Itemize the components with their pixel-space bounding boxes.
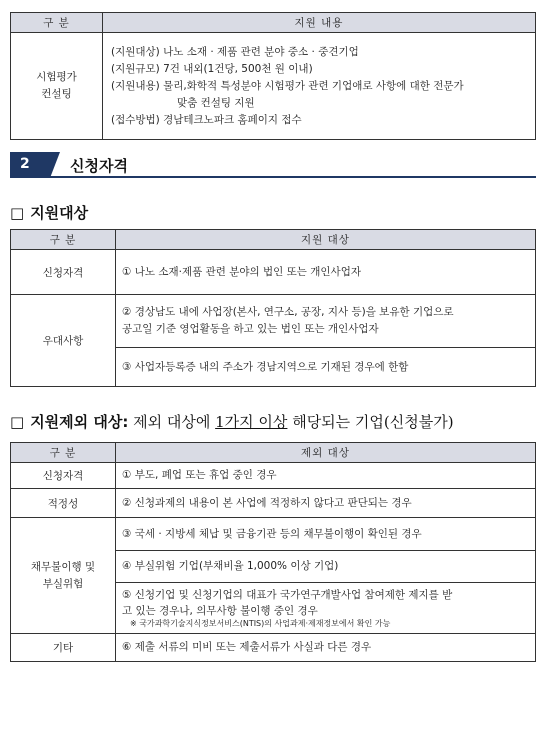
row-item: ⑤ 신청기업 및 신청기업의 대표가 국가연구개발사업 참여제한 제지를 받 고 있는 경우나, 의무사항 불이행 중인 경우 [122, 589, 453, 617]
support-content-table [10, 12, 536, 140]
table-row [11, 489, 536, 518]
table-header-row [11, 443, 536, 463]
section-number-badge [10, 152, 60, 178]
table-row [11, 463, 536, 489]
row-item: ⑥ 제출 서류의 미비 또는 제출서류가 사실과 다른 경우 [116, 634, 536, 662]
header-content: 지원 내용 [103, 13, 536, 33]
row-item-with-note [116, 583, 536, 634]
heading-underlined-text: 1가지 이상 [215, 413, 288, 431]
table-row [11, 295, 536, 348]
content-line: (접수방법) 경남테크노파크 홈페이지 접수 [111, 113, 302, 126]
content-line: (지원대상) 나노 소재 · 제품 관련 분야 중소 · 중견기업 [111, 45, 359, 58]
exclusion-heading [10, 411, 454, 432]
row-item: ① 부도, 폐업 또는 휴업 중인 경우 [116, 463, 536, 489]
header-category: 구 분 [11, 13, 103, 33]
section-divider [10, 176, 536, 178]
table-row [11, 518, 536, 551]
heading-text: 지원대상 [30, 204, 89, 222]
content-line: (지원내용) 물리,화학적 특성분야 시험평가 관련 기업애로 사항에 대한 전문가 [111, 79, 464, 92]
exclusion-table [10, 442, 536, 662]
row-label: 채무불이행 및 부실위험 [11, 518, 116, 634]
heading-text-end: 해당되는 기업(신청불가) [292, 413, 454, 431]
row-label: 기타 [11, 634, 116, 662]
checkbox-bullet-icon: □ [10, 204, 25, 222]
table-header-row [11, 13, 536, 33]
header-target: 지원 대상 [116, 230, 536, 250]
header-category: 구 분 [11, 443, 116, 463]
content-line: 맞춤 컨설팅 지원 [177, 96, 255, 109]
row-label: 우대사항 [11, 295, 116, 387]
row-label: 적정성 [11, 489, 116, 518]
eligibility-table [10, 229, 536, 387]
support-content-cell [103, 33, 536, 140]
row-note: ※ 국가과학기술지식정보서비스(NTIS)의 사업과제·제재정보에서 확인 가능 [130, 619, 391, 628]
row-item: ④ 부실위험 기업(부채비율 1,000% 이상 기업) [116, 551, 536, 583]
row-item: ③ 사업자등록증 내의 주소가 경남지역으로 기재된 경우에 한함 [116, 348, 536, 387]
heading-bold-text: 지원제외 대상: [30, 413, 129, 431]
header-excluded: 제외 대상 [116, 443, 536, 463]
row-item: ① 나노 소재·제품 관련 분야의 법인 또는 개인사업자 [116, 250, 536, 295]
row-label: 신청자격 [11, 463, 116, 489]
header-category: 구 분 [11, 230, 116, 250]
row-item: ③ 국세 · 지방세 체납 및 금융기관 등의 채무불이행이 확인된 경우 [116, 518, 536, 551]
table-row [11, 634, 536, 662]
eligibility-heading [10, 202, 88, 223]
table-row [11, 250, 536, 295]
checkbox-bullet-icon: □ [10, 413, 25, 431]
heading-text: 제외 대상에 [133, 413, 211, 431]
content-line: (지원규모) 7건 내외(1건당, 500천 원 이내) [111, 62, 313, 75]
table-header-row [11, 230, 536, 250]
section-header [10, 152, 536, 178]
table-row [11, 33, 536, 140]
row-label: 시험평가 컨설팅 [11, 33, 103, 140]
row-item: ② 경상남도 내에 사업장(본사, 연구소, 공장, 지사 등)을 보유한 기업으로 공고일 기준 영업활동을 하고 있는 법인 또는 개인사업자 [116, 295, 536, 348]
section-title: 신청자격 [70, 157, 128, 175]
row-label: 신청자격 [11, 250, 116, 295]
section-number: 2 [20, 156, 30, 172]
row-item: ② 신청과제의 내용이 본 사업에 적정하지 않다고 판단되는 경우 [116, 489, 536, 518]
